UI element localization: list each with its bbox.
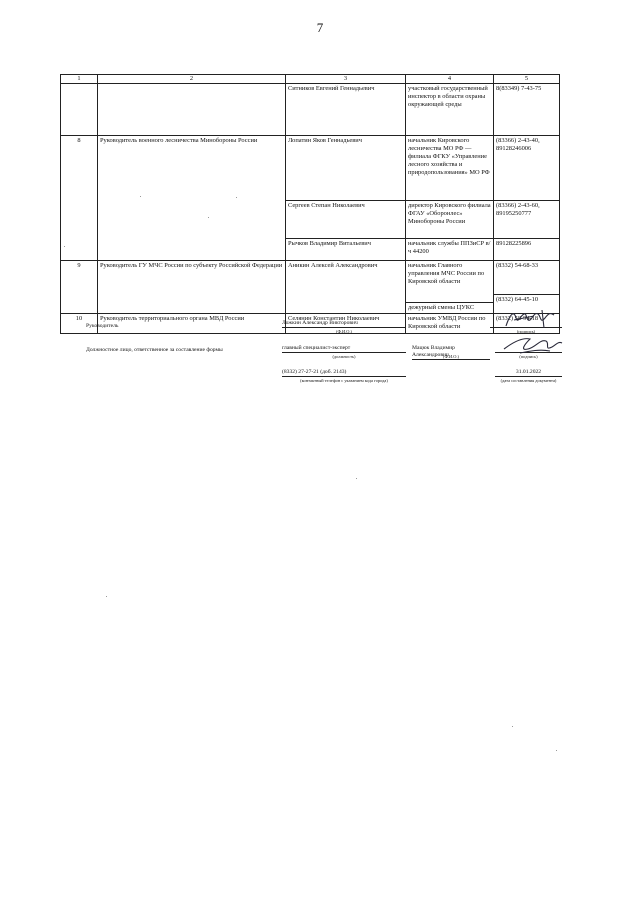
row-number: 9 <box>61 261 98 314</box>
person-phone: (83366) 2-43-60, 89195250777 <box>494 201 560 239</box>
column-header: 1 <box>61 75 98 84</box>
column-header: 2 <box>98 75 286 84</box>
table-row <box>61 261 560 314</box>
person-position: начальник Кировского лесничества МО РФ — филиала ФГКУ «Управление лесного хозяйства и природопользования» МО РФ <box>406 136 494 201</box>
row-number: 8 <box>61 136 98 261</box>
person-name: Лопатин Яков Геннадьевич <box>286 136 406 201</box>
organization-cell: Руководитель ГУ МЧС России по субъекту Российской Федерации <box>98 261 286 314</box>
organization-cell <box>98 84 286 136</box>
person-position: начальник службы ППЗиСР в/ч 44200 <box>406 239 494 261</box>
scan-speck <box>106 596 107 597</box>
row-number <box>61 84 98 136</box>
contacts-table <box>60 74 560 334</box>
document-date: 31.01.2022 <box>495 369 562 377</box>
person-position-cell <box>406 261 494 314</box>
responsible-position: главный специалист-эксперт <box>282 345 406 353</box>
column-header: 3 <box>286 75 406 84</box>
person-name: Ситников Евгений Геннадьевич <box>286 84 406 136</box>
organization-cell: Руководитель территориального органа МВД России <box>98 313 286 333</box>
head-name-caption: (Ф.И.О.) <box>335 329 353 334</box>
table-row <box>61 84 560 136</box>
page-number: 7 <box>316 20 324 35</box>
scan-speck <box>208 217 209 218</box>
duty-phone: (8332) 64-45-10 <box>494 294 559 304</box>
responsible-label: Должностное лицо, ответственное за составление формы <box>86 347 223 353</box>
person-position: директор Кировского филиала ФГАУ «Оборонлес» Минобороны России <box>406 201 494 239</box>
person-name: Сергеев Степан Николаевич <box>286 201 406 239</box>
head-label: Руководитель <box>86 323 119 329</box>
responsible-name: Мацюк Владимир Александрович <box>412 345 490 360</box>
person-phone: 89128225896 <box>494 239 560 261</box>
row-number: 10 <box>61 313 98 333</box>
document-date-caption: (дата составления документа) <box>500 378 557 383</box>
column-header: 5 <box>494 75 560 84</box>
person-position: участковый государственный инспектор в области охраны окружающей среды <box>406 84 494 136</box>
head-signature-image <box>500 306 570 332</box>
column-header: 4 <box>406 75 494 84</box>
contact-phone-caption: (контактный телефон с указанием кода города) <box>300 378 388 383</box>
person-name: Селянин Константин Николаевич <box>286 313 406 333</box>
table-row <box>61 136 560 201</box>
organization-cell: Руководитель военного лесничества Минобороны России <box>98 136 286 261</box>
person-phone: 8(83349) 7-43-75 <box>494 84 560 136</box>
person-phone: (83366) 2-43-40, 89128246006 <box>494 136 560 201</box>
responsible-sign-caption: (подпись) <box>519 354 538 359</box>
head-name: Ложкин Александр Викторович <box>282 320 406 328</box>
scan-speck <box>512 726 513 727</box>
contact-phone: (8332) 27-27-21 (доб. 2143) <box>282 369 406 377</box>
head-sign-caption: (подпись) <box>516 329 536 334</box>
scan-speck <box>356 478 357 479</box>
person-phone: (8332) 58-94-18 <box>494 313 560 333</box>
person-position: начальник УМВД России по Кировской области <box>406 313 494 333</box>
responsible-name-caption: (Ф.И.О.) <box>442 354 460 359</box>
person-position: начальник Главного управления МЧС России по Кировской области <box>408 262 485 285</box>
scan-speck <box>236 197 237 198</box>
person-name: Аникин Алексей Александрович <box>286 261 406 314</box>
table-header-row <box>61 75 560 84</box>
responsible-signature-image <box>500 331 566 357</box>
person-name: Рычков Владимир Витальевич <box>286 239 406 261</box>
scan-speck <box>64 246 65 247</box>
duty-position: дежурный смены ЦУКС <box>406 302 493 312</box>
person-phone: (8332) 54-68-33 <box>496 262 539 269</box>
responsible-position-caption: (должность) <box>332 354 356 359</box>
scan-speck <box>140 196 141 197</box>
scan-speck <box>556 750 557 751</box>
